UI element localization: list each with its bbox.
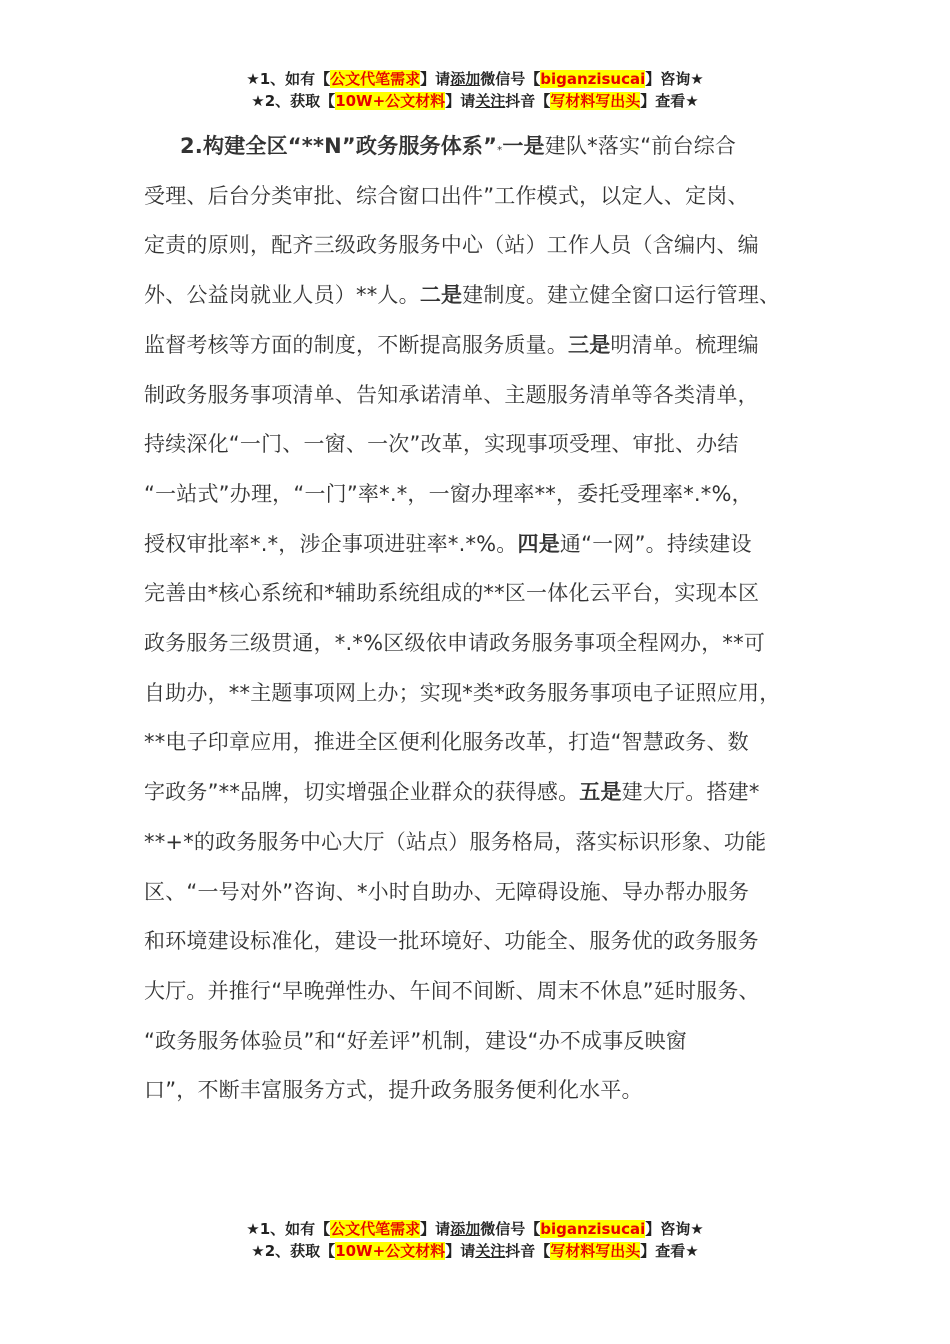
paragraph-line: 自助办，**主题事项网上办；实现*类*政务服务事项电子证照应用， — [144, 680, 781, 705]
paragraph-line: 大厅。并推行“早晚弹性办、午间不间断、周末不休息”延时服务、 — [144, 978, 760, 1003]
banner-highlight: 写材料写出头 — [550, 1242, 641, 1260]
paragraph-line: 定责的原则，配齐三级政务服务中心（站）工作人员（含编内、编 — [144, 233, 759, 258]
paragraph-text: 通“一网”。持续建设 — [559, 531, 752, 556]
banner-line-2 — [0, 90, 950, 112]
banner-underlined-text: 关注 — [475, 1242, 506, 1260]
banner-highlight: 写材料写出头 — [550, 92, 641, 110]
banner-text: 】查看★ — [640, 1242, 699, 1260]
body-paragraph — [144, 122, 834, 1116]
banner-highlight: 公文代笔需求 — [330, 1220, 421, 1238]
banner-text: 微信号【 — [480, 70, 541, 88]
banner-text: 】请 — [420, 70, 451, 88]
footnote-mark: * — [497, 145, 503, 156]
paragraph-line — [144, 520, 834, 570]
bold-keyword: 四是 — [517, 531, 560, 556]
banner-line-1 — [0, 1218, 950, 1240]
bold-keyword: 二是 — [419, 283, 463, 308]
paragraph-line: **电子印章应用，推进全区便利化服务改革，打造“智慧政务、数 — [144, 730, 749, 755]
paragraph-line: 区、“一号对外”咨询、*小时自助办、无障碍设施、导办帮办服务 — [144, 879, 750, 904]
paragraph-text: 监督考核等方面的制度，不断提高服务质量。 — [144, 332, 568, 357]
banner-highlight: 10W+公文材料 — [335, 1242, 446, 1260]
paragraph-text: 建制度。建立健全窗口运行管理、 — [462, 283, 781, 308]
paragraph-line: 制政务服务事项清单、告知承诺清单、主题服务清单等各类清单， — [144, 382, 759, 407]
paragraph-line — [144, 271, 834, 321]
paragraph-line: 完善由*核心系统和*辅助系统组成的**区一体化云平台，实现本区 — [144, 581, 760, 606]
paragraph-text: 建队*落实“前台综合 — [544, 134, 737, 158]
section-heading: 2.构建全区“**N”政务服务体系” — [180, 134, 498, 158]
banner-highlight: 公文代笔需求 — [330, 70, 421, 88]
paragraph-text: 建大厅。搭建* — [621, 780, 760, 805]
banner-text: 】咨询★ — [645, 70, 704, 88]
paragraph-line: 受理、后台分类审批、综合窗口出件”工作模式，以定人、定岗、 — [144, 183, 749, 208]
banner-text: ★1、如有【 — [246, 1220, 331, 1238]
banner-text: 微信号【 — [480, 1220, 541, 1238]
paragraph-text: 明清单。梳理编 — [610, 332, 759, 357]
paragraph-line: “一站式”办理，“一门”率*.*，一窗办理率**，委托受理率*.*%， — [144, 481, 753, 506]
paragraph-line: 和环境建设标准化，建设一批环境好、功能全、服务优的政务服务 — [144, 929, 759, 954]
paragraph-text: 授权审批率*.*，涉企事项进驻率*.*%。 — [144, 531, 518, 556]
top-banner — [0, 68, 950, 112]
paragraph-line: **+*的政务服务中心大厅（站点）服务格局，落实标识形象、功能 — [144, 829, 767, 854]
banner-line-2 — [0, 1240, 950, 1262]
paragraph-line: 持续深化“一门、一窗、一次”改革，实现事项受理、审批、办结 — [144, 432, 739, 457]
banner-text: 】查看★ — [640, 92, 699, 110]
banner-text: ★2、获取【 — [251, 92, 336, 110]
paragraph-line: 口”，不断丰富服务方式，提升政务服务便利化水平。 — [144, 1078, 643, 1103]
paragraph-line: “政务服务体验员”和“好差评”机制，建设“办不成事反映窗 — [144, 1028, 687, 1053]
banner-text: 】请 — [420, 1220, 451, 1238]
banner-underlined-text: 添加 — [450, 1220, 481, 1238]
paragraph-line — [144, 122, 834, 172]
banner-text: ★1、如有【 — [246, 70, 331, 88]
paragraph-line — [144, 321, 834, 371]
banner-line-1 — [0, 68, 950, 90]
paragraph-line: 政务服务三级贯通，*.*%区级依申请政务服务事项全程网办，**可 — [144, 631, 766, 656]
banner-highlight: biganzisucai — [540, 70, 646, 88]
banner-text: 】咨询★ — [645, 1220, 704, 1238]
paragraph-line — [144, 768, 834, 818]
banner-text: ★2、获取【 — [251, 1242, 336, 1260]
banner-underlined-text: 关注 — [475, 92, 506, 110]
banner-highlight: biganzisucai — [540, 1220, 646, 1238]
banner-text: 】请 — [445, 92, 476, 110]
bold-keyword: 一是 — [502, 134, 545, 158]
banner-highlight: 10W+公文材料 — [335, 92, 446, 110]
banner-text: 】请 — [445, 1242, 476, 1260]
paragraph-text: 外、公益岗就业人员）**人。 — [144, 283, 420, 308]
bold-keyword: 五是 — [579, 780, 622, 805]
bold-keyword: 三是 — [568, 332, 611, 357]
banner-underlined-text: 添加 — [450, 70, 481, 88]
banner-text: 抖音【 — [505, 1242, 551, 1260]
paragraph-text: 字政务”**品牌，切实增强企业群众的获得感。 — [144, 780, 580, 805]
banner-text: 抖音【 — [505, 92, 551, 110]
bottom-banner — [0, 1218, 950, 1262]
